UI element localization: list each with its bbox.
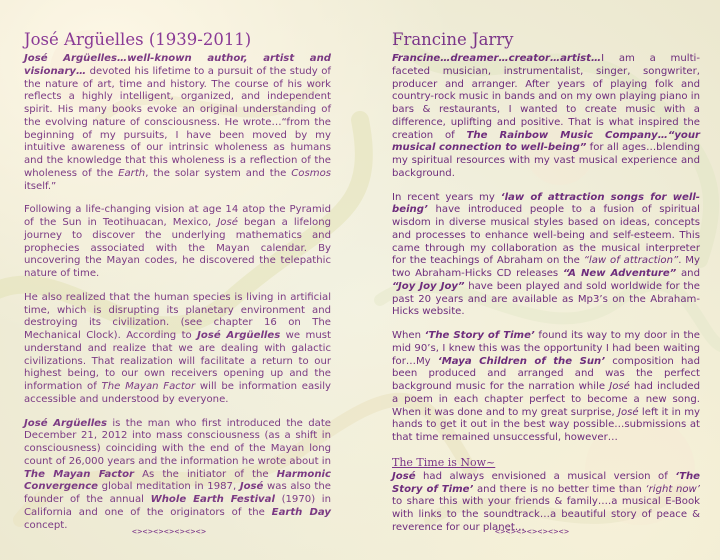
francine-bio-paragraph-3: When ‘The Story of Time’ found its way to my door in the mid 90’s, I knew this was the opportunity I had been waiting for…My ‘Maya Children of the Sun’ composition had been produced and arranged and was the perfect background music for the narration while José had included a poem in each chapter perfect to become a new song. When it was done and to my great surprise, José left it in my hands to get it out in the best way possible…submissions at that time remained unsuccessful, however…: [392, 330, 701, 443]
jose-arguelles-heading: José Argüelles (1939-2011): [24, 30, 252, 49]
jose-bio-paragraph-4: José Argüelles is the man who first introduced the date December 21, 2012 into mass consciousness (as a shift in consciousness) coinciding with the end of the Mayan long count of 26,000 years and the information he wrote about in The Mayan Factor As the initiator of the Harmonic Convergence global meditation in 1987, José was also the founder of the annual Whole Earth Festival (1970) in California and one of the originators of the Earth Day concept.: [24, 417, 331, 531]
right-ornament-divider: <><><><><><><>: [495, 527, 570, 536]
jose-lead: José Argüelles…well-known author, artist and visionary…: [24, 53, 331, 77]
jose-bio-paragraph-3: He also realized that the human species is living in artificial time, which is disrupting its planetary environment and destroying its civilization. (see chapter 16 on The Mechanical Clock). According to José Argüelles we must understand and realize that we are dealing with galactic civilizations. That realization will facilitate a return to our highest being, to our own receivers opening up and the information of The Mayan Factor will be information easily accessible and understood by everyone.: [24, 291, 331, 405]
jose-bio-paragraph-2: Following a life-changing vision at age 14 atop the Pyramid of the Sun in Teotihuacan, Mexico, José began a lifelong journey to discover the underlying mathematics and prophecies associated with the Mayan calendar. By uncovering the Mayan codes, he discovered the telepathic nature of time.: [24, 204, 332, 279]
francine-bio-paragraph-4: José had always envisioned a musical version of ‘The Story of Time’ and there is no better time than ‘right now’ to share this with your friends & family….a musical E-Book with links to the soundtrack…a beautiful story of peace & reverence for our planet…: [392, 470, 701, 533]
francine-bio-paragraph-2: In recent years my ‘law of attraction songs for well-being’ have introduced people to a fusion of spiritual wisdom in diverse musical styles based on ideas, concepts and processes to enhance well-being and self-esteem. This came through my collaboration as the musical interpreter for the teachings of Abraham on the “law of attraction”. My two Abraham-Hicks CD releases “A New Adventure” and “Joy Joy Joy” have been played and sold worldwide for the past 20 years and are available as Mp3’s on the Abraham-Hicks website.: [392, 191, 700, 318]
francine-bio-paragraph-1: Francine…dreamer…creator…artist…I am a multi-faceted musician, instrumentalist, singer, songwriter, producer and arranger. After years of playing folk and country-rock music in bands and on my own playing piano in bars & restaurants, I wanted to create music with a difference, uplifting and positive. That is what inspired the creation of The Rainbow Music Company…“your musical connection to well-being” for all ages…blending my spiritual resources with my vast musical experience and background.: [392, 53, 700, 179]
jose-arguelles-column: [24, 30, 331, 543]
time-is-now-subheading: The Time is Now~: [392, 455, 496, 469]
francine-jarry-heading: Francine Jarry: [392, 30, 514, 49]
left-ornament-divider: <><><><><><><>: [132, 527, 207, 536]
jose-bio-paragraph-1: José Argüelles…well-known author, artist and visionary… devoted his lifetime to a pursuit of the study of the nature of art, time and history. The course of his work reflects a highly intelligent, organized, and independent spirit. His many books evoke an original understanding of the evolving nature of consciousness. He wrote…“from the beginning of my pursuits, I have been moved by my intuitive awareness of our intrinsic wholeness as humans and the knowledge that this wholeness is a reflection of the wholeness of the Earth, the solar system and the Cosmos itself.”: [24, 53, 331, 192]
francine-jarry-column: [392, 30, 700, 546]
